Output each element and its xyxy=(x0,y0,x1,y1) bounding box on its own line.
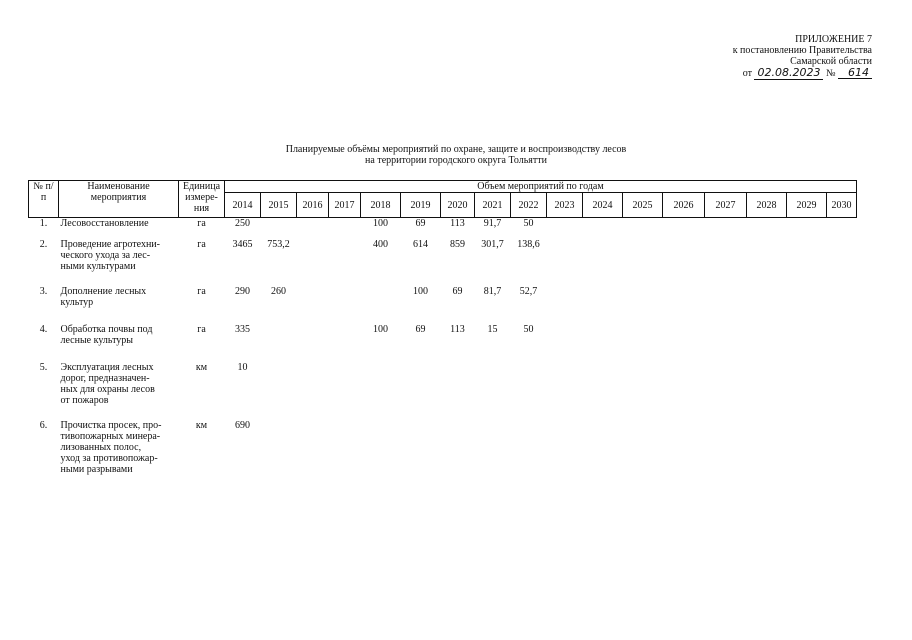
value-cell-2022: 50 xyxy=(523,324,534,335)
value-cell-2017 xyxy=(329,362,361,406)
value-cell-2018: 100 xyxy=(373,324,388,335)
measure-name-line: ческого ухода за лес- xyxy=(60,250,151,261)
value-cell-2030 xyxy=(827,420,857,475)
value-cell-2015: 753,2 xyxy=(267,239,290,250)
value-cell-2025 xyxy=(623,420,663,475)
row-unit: га xyxy=(197,218,206,229)
value-cell-2020: 859 xyxy=(450,239,465,250)
value-cell-2014: 10 xyxy=(237,362,248,373)
value-cell-2018 xyxy=(361,362,401,406)
measure-name-line: тивопожарных минера- xyxy=(60,431,161,442)
value-cell-2023 xyxy=(547,286,583,308)
row-spacer-cell xyxy=(29,406,857,420)
row-number: 6. xyxy=(39,420,48,431)
measure-name-line: уход за противопожар- xyxy=(60,453,158,464)
value-cell-2016 xyxy=(297,362,329,406)
header-year-2020: 2020 xyxy=(441,193,475,218)
header-year-2026: 2026 xyxy=(663,193,705,218)
value-cell-2024 xyxy=(583,420,623,475)
row-spacer-cell xyxy=(29,308,857,324)
appendix-region-line: Самарской области xyxy=(790,56,872,67)
value-cell-2016 xyxy=(297,420,329,475)
document-title xyxy=(0,144,912,166)
table-row xyxy=(29,362,857,406)
value-cell-2028 xyxy=(747,420,787,475)
header-year-2017: 2017 xyxy=(329,193,361,218)
appendix-from-prefix: от xyxy=(742,68,752,79)
measure-name-line: ными культурами xyxy=(60,261,136,272)
value-cell-2028 xyxy=(747,218,787,230)
value-cell-2018: 400 xyxy=(373,239,388,250)
value-cell-2028 xyxy=(747,239,787,272)
value-cell-2025 xyxy=(623,362,663,406)
value-cell-2026 xyxy=(663,218,705,230)
value-cell-2019: 69 xyxy=(415,218,426,229)
header-unit: Единица измере-ния xyxy=(179,181,225,218)
value-cell-2017 xyxy=(329,239,361,272)
value-cell-2017 xyxy=(329,420,361,475)
value-cell-2023 xyxy=(547,324,583,346)
value-cell-2027 xyxy=(705,286,747,308)
measures-table xyxy=(28,180,857,489)
header-year-2015: 2015 xyxy=(261,193,297,218)
appendix-block xyxy=(672,34,872,79)
row-spacer-cell xyxy=(29,346,857,362)
value-cell-2015: 260 xyxy=(271,286,286,297)
value-cell-2018: 100 xyxy=(373,218,388,229)
value-cell-2018 xyxy=(361,286,401,308)
value-cell-2021 xyxy=(475,362,511,406)
value-cell-2024 xyxy=(583,362,623,406)
appendix-number: 614 xyxy=(838,67,872,79)
value-cell-2020 xyxy=(441,420,475,475)
row-measure-name xyxy=(59,239,179,272)
row-unit: га xyxy=(197,324,206,335)
value-cell-2026 xyxy=(663,239,705,272)
value-cell-2029 xyxy=(787,324,827,346)
value-cell-2027 xyxy=(705,362,747,406)
table-row xyxy=(29,420,857,475)
value-cell-2025 xyxy=(623,286,663,308)
document-title-line-1: Планируемые объёмы мероприятий по охране, защите и воспроизводству лесов xyxy=(285,144,627,155)
row-spacer xyxy=(29,229,857,239)
value-cell-2019: 100 xyxy=(413,286,428,297)
value-cell-2023 xyxy=(547,420,583,475)
header-year-2027: 2027 xyxy=(705,193,747,218)
measure-name-line: от пожаров xyxy=(60,395,109,406)
measure-name-line: ными разрывами xyxy=(60,464,133,475)
row-measure-name xyxy=(59,324,179,346)
value-cell-2017 xyxy=(329,286,361,308)
value-cell-2021: 15 xyxy=(487,324,498,335)
header-volume: Объем мероприятий по годам xyxy=(225,181,857,193)
value-cell-2014: 250 xyxy=(235,218,250,229)
value-cell-2016 xyxy=(297,239,329,272)
header-year-2019: 2019 xyxy=(401,193,441,218)
measure-name-line: лесные культуры xyxy=(60,335,134,346)
value-cell-2021 xyxy=(475,420,511,475)
value-cell-2030 xyxy=(827,239,857,272)
row-unit: га xyxy=(197,239,206,250)
value-cell-2023 xyxy=(547,218,583,230)
value-cell-2023 xyxy=(547,239,583,272)
value-cell-2030 xyxy=(827,286,857,308)
measure-name-line: лизованных полос, xyxy=(60,442,142,453)
row-spacer-cell xyxy=(29,475,857,489)
header-year-2022: 2022 xyxy=(511,193,547,218)
row-spacer-cell xyxy=(29,272,857,286)
header-year-2030: 2030 xyxy=(827,193,857,218)
row-spacer xyxy=(29,272,857,286)
table-row xyxy=(29,324,857,346)
value-cell-2016 xyxy=(297,286,329,308)
row-spacer xyxy=(29,406,857,420)
value-cell-2023 xyxy=(547,362,583,406)
appendix-number-prefix: № xyxy=(825,68,836,79)
table-row xyxy=(29,239,857,272)
value-cell-2026 xyxy=(663,286,705,308)
value-cell-2022: 138,6 xyxy=(517,239,540,250)
value-cell-2020: 113 xyxy=(450,218,465,229)
value-cell-2030 xyxy=(827,324,857,346)
value-cell-2022: 50 xyxy=(523,218,534,229)
row-measure-name xyxy=(59,286,179,308)
row-spacer xyxy=(29,308,857,324)
measure-name-line: Обработка почвы под xyxy=(60,324,153,335)
measure-name-line: дорог, предназначен- xyxy=(60,373,150,384)
value-cell-2026 xyxy=(663,362,705,406)
value-cell-2024 xyxy=(583,324,623,346)
header-year-2016: 2016 xyxy=(297,193,329,218)
value-cell-2027 xyxy=(705,239,747,272)
value-cell-2014: 3465 xyxy=(232,239,253,250)
row-number: 3. xyxy=(39,286,48,297)
row-spacer xyxy=(29,475,857,489)
header-num: № п/п xyxy=(29,181,59,218)
appendix-date-number-line xyxy=(672,67,872,79)
row-unit: км xyxy=(195,420,208,431)
row-measure-name xyxy=(59,420,179,475)
header-name: Наименование мероприятия xyxy=(59,181,179,218)
value-cell-2024 xyxy=(583,218,623,230)
appendix-title: ПРИЛОЖЕНИЕ 7 xyxy=(795,34,872,45)
value-cell-2027 xyxy=(705,420,747,475)
value-cell-2020: 113 xyxy=(450,324,465,335)
value-cell-2016 xyxy=(297,324,329,346)
value-cell-2029 xyxy=(787,218,827,230)
measures-table-body xyxy=(29,218,857,490)
row-unit: км xyxy=(195,362,208,373)
header-year-2018: 2018 xyxy=(361,193,401,218)
value-cell-2030 xyxy=(827,362,857,406)
value-cell-2015 xyxy=(261,362,297,406)
value-cell-2015 xyxy=(261,420,297,475)
row-number: 5. xyxy=(39,362,48,373)
value-cell-2022 xyxy=(511,362,547,406)
value-cell-2028 xyxy=(747,362,787,406)
row-number: 4. xyxy=(39,324,48,335)
header-year-2028: 2028 xyxy=(747,193,787,218)
value-cell-2019: 614 xyxy=(413,239,428,250)
header-year-2025: 2025 xyxy=(623,193,663,218)
value-cell-2017 xyxy=(329,218,361,230)
value-cell-2026 xyxy=(663,420,705,475)
table-row xyxy=(29,218,857,230)
value-cell-2027 xyxy=(705,324,747,346)
measure-name-line: ных для охраны лесов xyxy=(60,384,155,395)
value-cell-2022 xyxy=(511,420,547,475)
value-cell-2019: 69 xyxy=(415,324,426,335)
row-spacer-cell xyxy=(29,229,857,239)
value-cell-2025 xyxy=(623,239,663,272)
value-cell-2030 xyxy=(827,218,857,230)
measure-name-line: Эксплуатация лесных xyxy=(60,362,154,373)
value-cell-2028 xyxy=(747,324,787,346)
value-cell-2022: 52,7 xyxy=(519,286,538,297)
header-year-2029: 2029 xyxy=(787,193,827,218)
measure-name-line: Лесовосстановление xyxy=(60,218,149,229)
table-row xyxy=(29,286,857,308)
value-cell-2020 xyxy=(441,362,475,406)
value-cell-2027 xyxy=(705,218,747,230)
value-cell-2019 xyxy=(401,420,441,475)
value-cell-2015 xyxy=(261,218,297,230)
row-unit: га xyxy=(197,286,206,297)
value-cell-2029 xyxy=(787,362,827,406)
row-number: 2. xyxy=(39,239,48,250)
appendix-decree-line: к постановлению Правительства xyxy=(732,45,872,56)
header-year-2024: 2024 xyxy=(583,193,623,218)
measure-name-line: Дополнение лесных xyxy=(60,286,147,297)
measure-name-line: культур xyxy=(60,297,94,308)
value-cell-2024 xyxy=(583,239,623,272)
value-cell-2016 xyxy=(297,218,329,230)
value-cell-2026 xyxy=(663,324,705,346)
value-cell-2021: 81,7 xyxy=(483,286,502,297)
header-year-2021: 2021 xyxy=(475,193,511,218)
value-cell-2017 xyxy=(329,324,361,346)
value-cell-2020: 69 xyxy=(452,286,463,297)
value-cell-2029 xyxy=(787,420,827,475)
value-cell-2029 xyxy=(787,286,827,308)
value-cell-2019 xyxy=(401,362,441,406)
value-cell-2029 xyxy=(787,239,827,272)
value-cell-2021: 91,7 xyxy=(483,218,502,229)
value-cell-2025 xyxy=(623,218,663,230)
value-cell-2024 xyxy=(583,286,623,308)
row-number: 1. xyxy=(39,218,48,229)
measure-name-line: Проведение агротехни- xyxy=(60,239,160,250)
value-cell-2018 xyxy=(361,420,401,475)
header-year-2023: 2023 xyxy=(547,193,583,218)
value-cell-2014: 290 xyxy=(235,286,250,297)
value-cell-2015 xyxy=(261,324,297,346)
value-cell-2021: 301,7 xyxy=(481,239,504,250)
measure-name-line: Прочистка просек, про- xyxy=(60,420,162,431)
value-cell-2025 xyxy=(623,324,663,346)
row-measure-name xyxy=(59,218,179,230)
value-cell-2014: 690 xyxy=(235,420,250,431)
row-spacer xyxy=(29,346,857,362)
appendix-date: 02.08.2023 xyxy=(754,66,823,80)
header-year-2014: 2014 xyxy=(225,193,261,218)
row-measure-name xyxy=(59,362,179,406)
value-cell-2014: 335 xyxy=(235,324,250,335)
document-title-line-2: на территории городского округа Тольятти xyxy=(365,155,547,166)
value-cell-2028 xyxy=(747,286,787,308)
